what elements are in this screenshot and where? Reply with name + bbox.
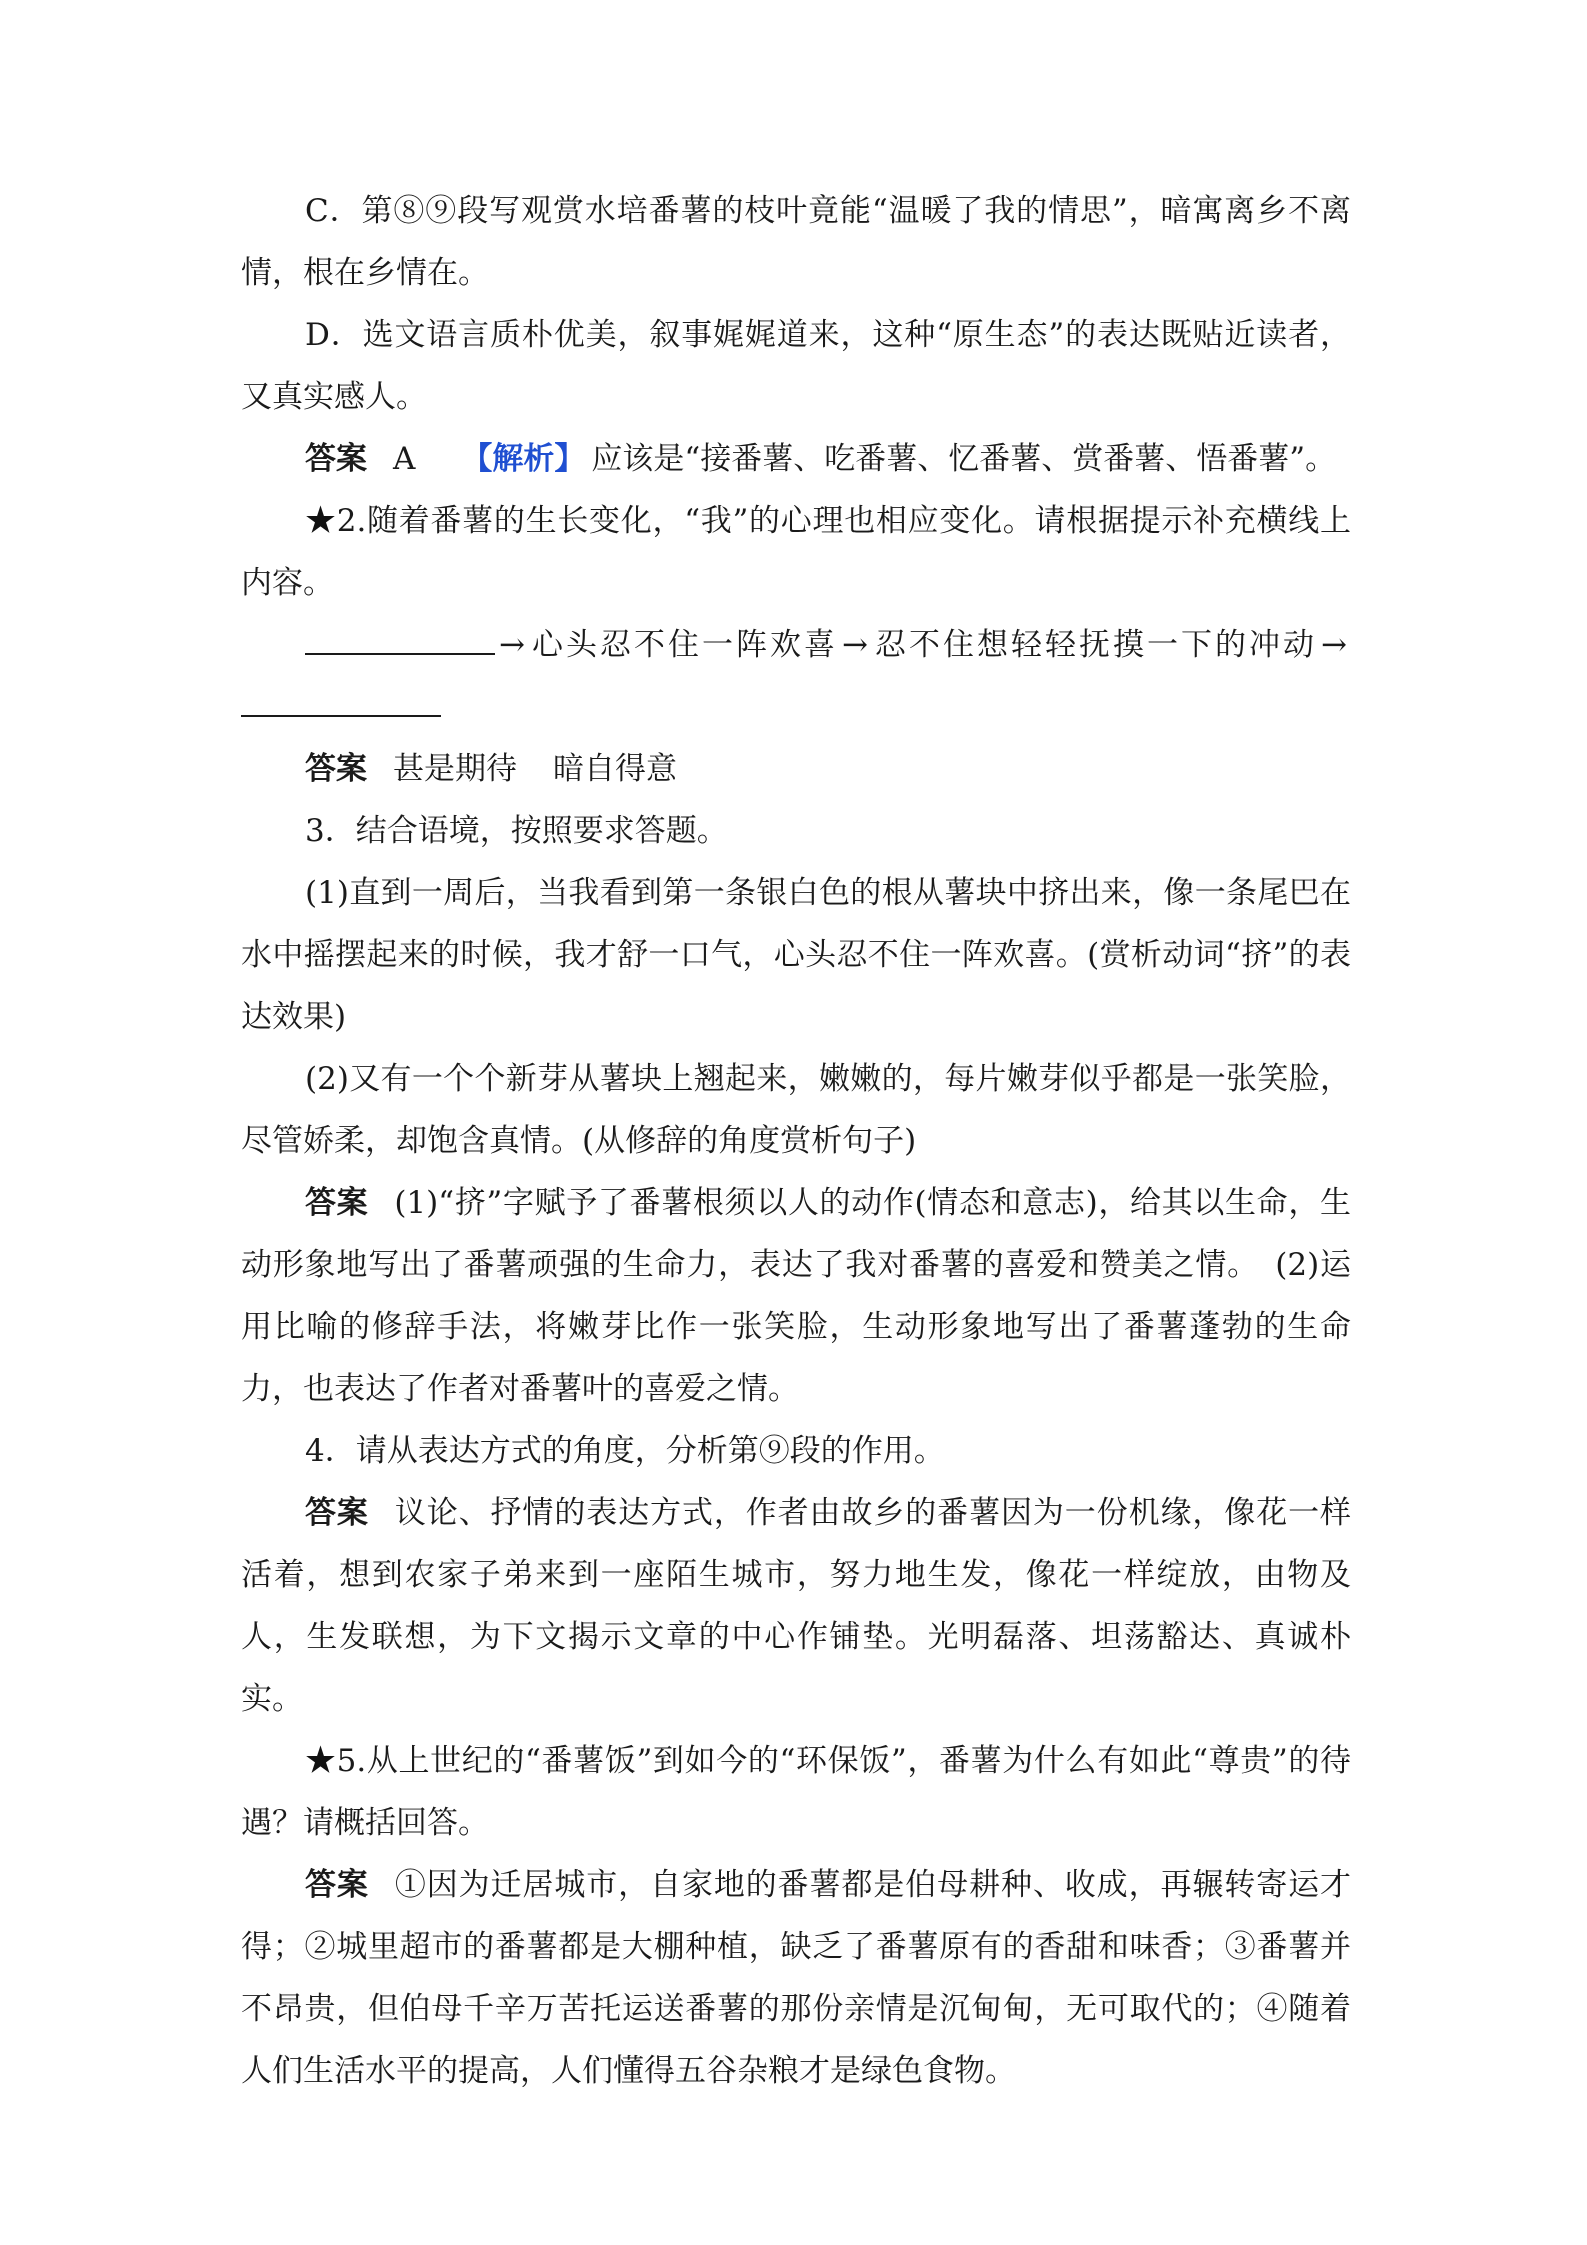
answer-label: 答案	[305, 441, 367, 477]
q2-fill-end: 忍不住想轻轻抚摸一下的冲动	[872, 627, 1318, 663]
option-c: C．第⑧⑨段写观赏水培番薯的枝叶竟能“温暖了我的情思”，暗寓离乡不离情，根在乡情在。	[241, 193, 1351, 291]
answer-label: 答案	[305, 1867, 369, 1903]
q5-answer	[241, 1854, 1351, 2102]
q1-answer	[241, 428, 1351, 490]
q2-answer-2: 暗自得意	[553, 751, 677, 787]
arrow-icon: →	[1321, 627, 1348, 663]
question-2	[241, 490, 1351, 614]
star-icon: ★	[305, 1743, 337, 1779]
question-3-2: (2)又有一个个新芽从薯块上翘起来，嫩嫩的，每片嫩芽似乎都是一张笑脸，尽管娇柔，却饱含真情。(从修辞的角度赏析句子)	[241, 1061, 1351, 1159]
q2-fill-mid: 心头忍不住一阵欢喜	[528, 627, 839, 663]
fill-blank-2	[241, 687, 441, 717]
star-icon: ★	[305, 503, 337, 539]
q2-answer-1: 甚是期待	[393, 751, 517, 787]
q2-answer	[241, 738, 1351, 800]
question-5	[241, 1730, 1351, 1854]
question-3-1: (1)直到一周后，当我看到第一条银白色的根从薯块中挤出来，像一条尾巴在水中摇摆起来的时候，我才舒一口气，心头忍不住一阵欢喜。(赏析动词“挤”的表达效果)	[241, 875, 1351, 1035]
arrow-icon: →	[842, 627, 868, 663]
q2-text: 2.随着番薯的生长变化，“我”的心理也相应变化。请根据提示补充横线上内容。	[241, 503, 1351, 601]
q3-answer	[241, 1172, 1351, 1420]
option-d: D．选文语言质朴优美，叙事娓娓道来，这种“原生态”的表达既贴近读者，又真实感人。	[241, 317, 1351, 415]
answer-label: 答案	[305, 1185, 369, 1221]
analysis-tag: 【解析】	[461, 441, 586, 477]
q2-fill-in	[241, 614, 1351, 738]
q4-answer-text: 议论、抒情的表达方式，作者由故乡的番薯因为一份机缘，像花一样活着，想到农家子弟来到一座陌生城市，努力地生发，像花一样绽放，由物及人，生发联想，为下文揭示文章的中心作铺垫。光明磊落、坦荡豁达、真诚朴实。	[241, 1495, 1352, 1717]
q1-answer-letter: A	[393, 441, 416, 477]
fill-blank-1	[305, 625, 495, 655]
q1-analysis-text: 应该是“接番薯、吃番薯、忆番薯、赏番薯、悟番薯”。	[591, 441, 1337, 477]
answer-label: 答案	[305, 751, 367, 787]
question-3: 3．结合语境，按照要求答题。	[305, 813, 728, 849]
q5-text: 5.从上世纪的“番薯饭”到如今的“环保饭”，番薯为什么有如此“尊贵”的待遇？请概括回答。	[241, 1743, 1351, 1841]
question-4: 4．请从表达方式的角度，分析第⑨段的作用。	[305, 1433, 945, 1469]
document-body	[241, 180, 1351, 2102]
q4-answer	[241, 1482, 1351, 1730]
q5-answer-text: ①因为迁居城市，自家地的番薯都是伯母耕种、收成，再辗转寄运才得；②城里超市的番薯都是大棚种植，缺乏了番薯原有的香甜和味香；③番薯并不昂贵，但伯母千辛万苦托运送番薯的那份亲情是沉甸甸，无可取代的；④随着人们生活水平的提高，人们懂得五谷杂粮才是绿色食物。	[241, 1867, 1352, 2089]
arrow-icon: →	[499, 627, 525, 663]
q3-answer-text: (1)“挤”字赋予了番薯根须以人的动作(情态和意志)，给其以生命，生动形象地写出了番薯顽强的生命力，表达了我对番薯的喜爱和赞美之情。 (2)运用比喻的修辞手法，将嫩芽比作一张笑脸，生动形象地写出了番薯蓬勃的生命力，也表达了作者对番薯叶的喜爱之情。	[241, 1185, 1351, 1407]
answer-label: 答案	[305, 1495, 369, 1531]
